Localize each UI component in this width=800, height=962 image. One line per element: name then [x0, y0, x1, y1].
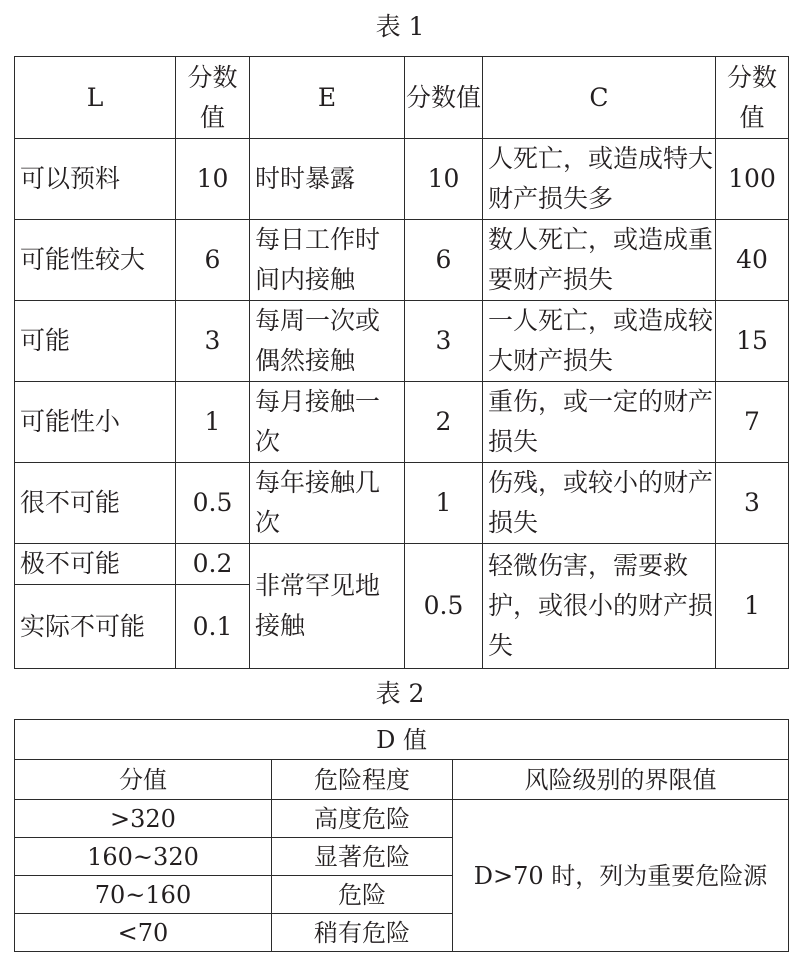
table-row	[15, 139, 789, 220]
l-cell: 可能性小	[15, 382, 176, 463]
l-score-cell: 1	[176, 382, 250, 463]
e-cell: 非常罕见地接触	[250, 544, 405, 669]
e-cell: 每月接触一次	[250, 382, 405, 463]
header-score-l: 分数值	[176, 57, 250, 139]
table-row	[15, 544, 789, 585]
table-row	[15, 800, 789, 838]
l-score-cell: 0.1	[176, 585, 250, 669]
table-row	[15, 463, 789, 544]
table-row	[15, 220, 789, 301]
e-score-cell: 3	[405, 301, 483, 382]
score-cell: 70~160	[15, 876, 272, 914]
c-cell: 轻微伤害，需要救护，或很小的财产损失	[483, 544, 716, 669]
l-cell: 可以预料	[15, 139, 176, 220]
c-cell: 伤残，或较小的财产损失	[483, 463, 716, 544]
l-cell: 可能性较大	[15, 220, 176, 301]
header-score: 分值	[15, 760, 272, 800]
score-cell: <70	[15, 914, 272, 952]
l-score-cell: 3	[176, 301, 250, 382]
header-l: L	[15, 57, 176, 139]
degree-cell: 危险	[272, 876, 453, 914]
l-cell: 极不可能	[15, 544, 176, 585]
e-cell: 时时暴露	[250, 139, 405, 220]
e-cell: 每年接触几次	[250, 463, 405, 544]
l-score-cell: 0.5	[176, 463, 250, 544]
e-score-cell: 0.5	[405, 544, 483, 669]
c-score-cell: 15	[716, 301, 789, 382]
table-2-caption: 表 2	[375, 679, 425, 708]
header-e: E	[250, 57, 405, 139]
l-score-cell: 10	[176, 139, 250, 220]
limit-cell: D>70 时，列为重要危险源	[453, 800, 789, 952]
c-score-cell: 7	[716, 382, 789, 463]
table-row	[15, 301, 789, 382]
l-score-cell: 0.2	[176, 544, 250, 585]
l-cell: 可能	[15, 301, 176, 382]
table-header-row	[15, 760, 789, 800]
degree-cell: 显著危险	[272, 838, 453, 876]
c-cell: 重伤，或一定的财产损失	[483, 382, 716, 463]
e-score-cell: 10	[405, 139, 483, 220]
c-cell: 数人死亡，或造成重要财产损失	[483, 220, 716, 301]
c-score-cell: 40	[716, 220, 789, 301]
degree-cell: 高度危险	[272, 800, 453, 838]
header-c: C	[483, 57, 716, 139]
l-cell: 很不可能	[15, 463, 176, 544]
c-cell: 一人死亡，或造成较大财产损失	[483, 301, 716, 382]
d-value-table	[14, 719, 789, 952]
c-score-cell: 1	[716, 544, 789, 669]
table-1-caption: 表 1	[375, 12, 425, 41]
header-score-e: 分数值	[405, 57, 483, 139]
table-header-row	[15, 57, 789, 139]
table-row	[15, 382, 789, 463]
l-score-cell: 6	[176, 220, 250, 301]
score-cell: >320	[15, 800, 272, 838]
c-score-cell: 3	[716, 463, 789, 544]
header-score-c: 分数值	[716, 57, 789, 139]
e-cell: 每周一次或偶然接触	[250, 301, 405, 382]
c-score-cell: 100	[716, 139, 789, 220]
header-degree: 危险程度	[272, 760, 453, 800]
l-cell: 实际不可能	[15, 585, 176, 669]
e-score-cell: 6	[405, 220, 483, 301]
e-cell: 每日工作时间内接触	[250, 220, 405, 301]
risk-factor-table	[14, 56, 789, 669]
d-value-title: D 值	[15, 720, 789, 760]
table-title-row	[15, 720, 789, 760]
header-limit: 风险级别的界限值	[453, 760, 789, 800]
e-score-cell: 1	[405, 463, 483, 544]
score-cell: 160~320	[15, 838, 272, 876]
c-cell: 人死亡，或造成特大财产损失多	[483, 139, 716, 220]
e-score-cell: 2	[405, 382, 483, 463]
degree-cell: 稍有危险	[272, 914, 453, 952]
